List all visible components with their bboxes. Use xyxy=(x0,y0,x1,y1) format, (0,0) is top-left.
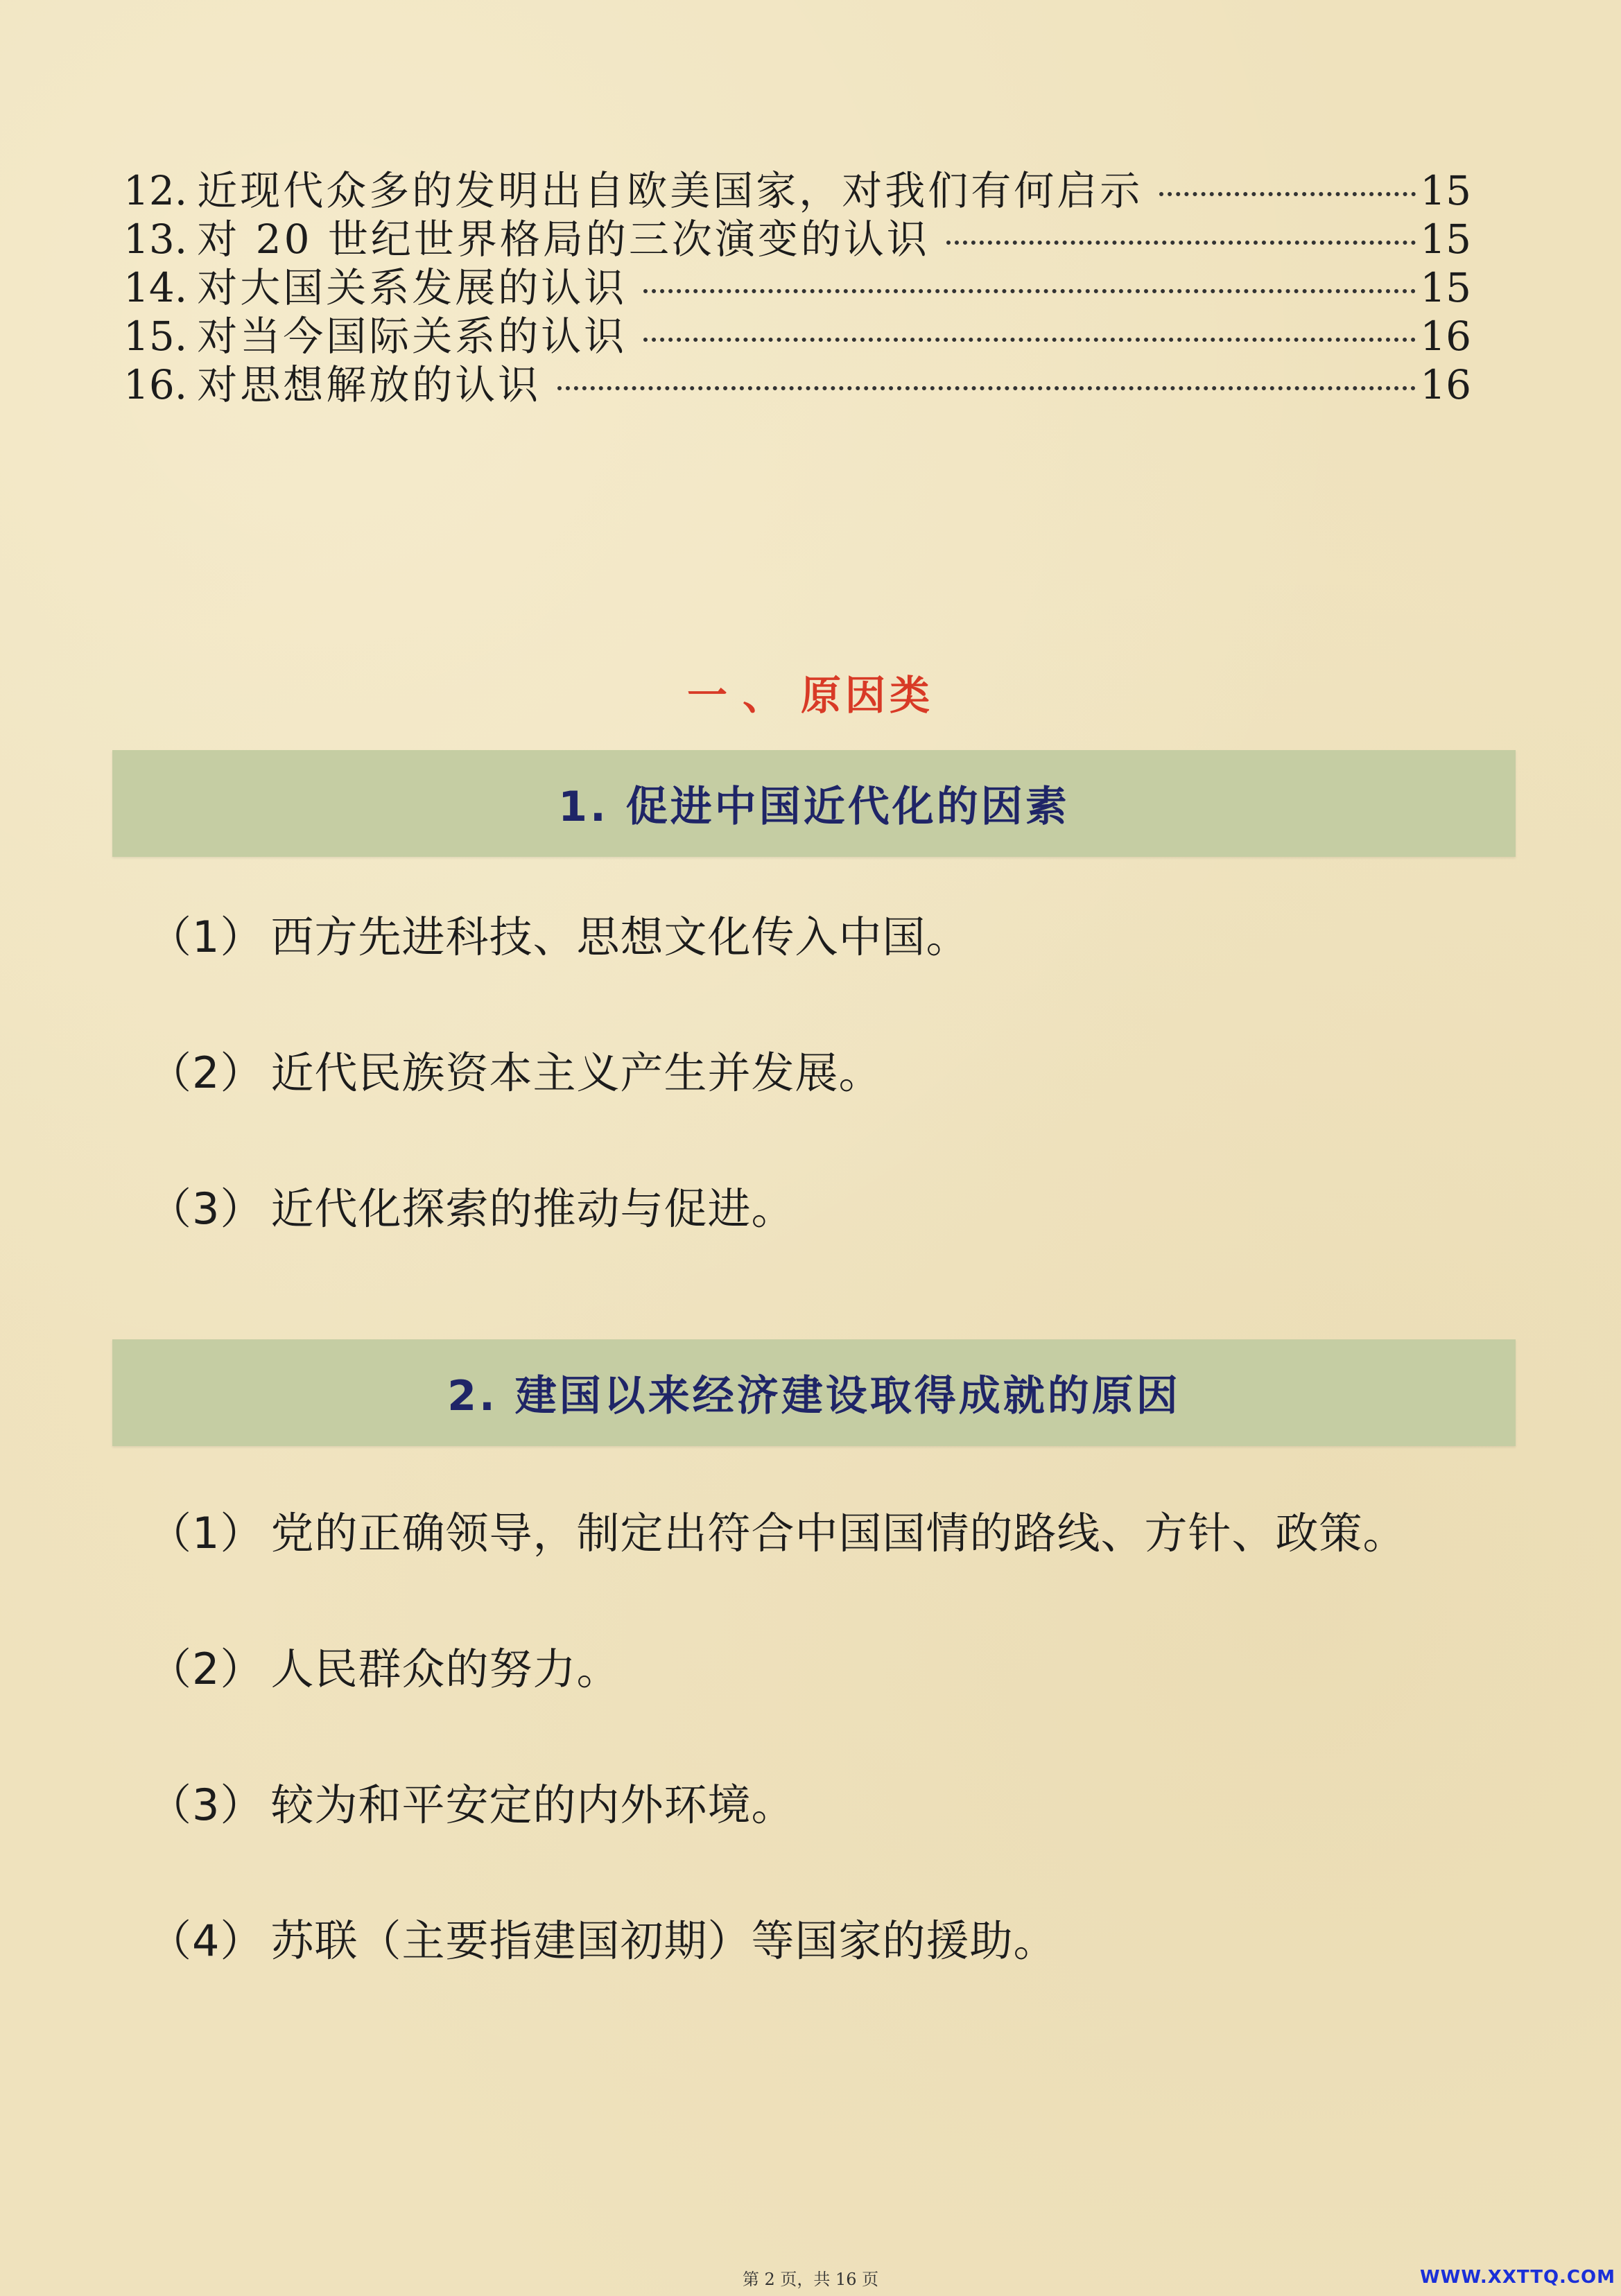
toc-entry[interactable] xyxy=(123,263,1471,312)
list-item-text: 近代化探索的推动与促进。 xyxy=(270,1183,795,1234)
list-item-index: （2） xyxy=(148,1644,264,1694)
toc-entry-number: 15. xyxy=(123,313,188,360)
list-item xyxy=(148,1045,882,1101)
toc-entry-page: 15 xyxy=(1420,216,1471,263)
toc-entry-number: 13. xyxy=(123,216,188,263)
list-item-index: （1） xyxy=(148,912,264,962)
toc-entry-page: 15 xyxy=(1420,167,1471,214)
list-item-text: 较为和平安定的内外环境。 xyxy=(270,1780,795,1830)
toc-entry-page: 16 xyxy=(1420,361,1471,408)
section-title: 原因类 xyxy=(801,672,935,719)
list-item-text: 党的正确领导，制定出符合中国国情的路线、方针、政策。 xyxy=(270,1508,1407,1558)
topic-heading: 1. 促进中国近代化的因素 xyxy=(558,783,1070,831)
table-of-contents xyxy=(123,166,1471,409)
toc-leader-dots xyxy=(643,338,1416,342)
topic-heading-band xyxy=(112,1339,1516,1446)
section-separator: 、 xyxy=(742,672,787,719)
toc-entry-number: 14. xyxy=(123,264,188,311)
toc-leader-dots xyxy=(946,241,1416,245)
toc-entry-title: 对当今国际关系的认识 xyxy=(197,313,627,360)
site-watermark[interactable]: WWW.XXTTQ.COM xyxy=(1420,2267,1615,2288)
list-item-index: （2） xyxy=(148,1047,264,1098)
topic-heading: 2. 建国以来经济建设取得成就的原因 xyxy=(447,1372,1181,1420)
toc-entry-number: 16. xyxy=(123,361,188,408)
section-heading xyxy=(0,663,1621,721)
toc-entry[interactable] xyxy=(123,166,1471,215)
list-item xyxy=(148,1181,795,1237)
toc-entry-title: 对思想解放的认识 xyxy=(197,361,541,408)
toc-entry[interactable] xyxy=(123,312,1471,360)
list-item-index: （3） xyxy=(148,1183,264,1234)
toc-entry-number: 12. xyxy=(123,167,188,214)
page-footer: 第 2 页，共 16 页 xyxy=(742,2270,879,2289)
topic-heading-band xyxy=(112,750,1516,857)
toc-leader-dots xyxy=(1159,192,1416,196)
list-item-index: （1） xyxy=(148,1508,264,1558)
list-item xyxy=(148,1913,1057,1969)
list-item-index: （4） xyxy=(148,1915,264,1966)
toc-entry-page: 15 xyxy=(1420,264,1471,311)
toc-leader-dots xyxy=(557,386,1416,390)
toc-entry-title: 对大国关系发展的认识 xyxy=(197,264,627,311)
list-item xyxy=(148,1777,795,1833)
toc-entry[interactable] xyxy=(123,360,1471,409)
list-item-text: 近代民族资本主义产生并发展。 xyxy=(270,1047,883,1098)
section-number: 一 xyxy=(686,672,731,719)
list-item-text: 苏联（主要指建国初期）等国家的援助。 xyxy=(270,1915,1057,1966)
list-item xyxy=(148,910,969,965)
list-item xyxy=(148,1506,1406,1561)
toc-entry[interactable] xyxy=(123,215,1471,263)
list-item-text: 人民群众的努力。 xyxy=(270,1644,621,1694)
toc-entry-title: 近现代众多的发明出自欧美国家，对我们有何启示 xyxy=(197,167,1143,214)
toc-entry-title: 对 20 世纪世界格局的三次演变的认识 xyxy=(197,216,930,263)
list-item xyxy=(148,1642,620,1697)
list-item-text: 西方先进科技、思想文化传入中国。 xyxy=(270,912,970,962)
toc-leader-dots xyxy=(643,289,1416,293)
list-item-index: （3） xyxy=(148,1780,264,1830)
toc-entry-page: 16 xyxy=(1420,313,1471,360)
